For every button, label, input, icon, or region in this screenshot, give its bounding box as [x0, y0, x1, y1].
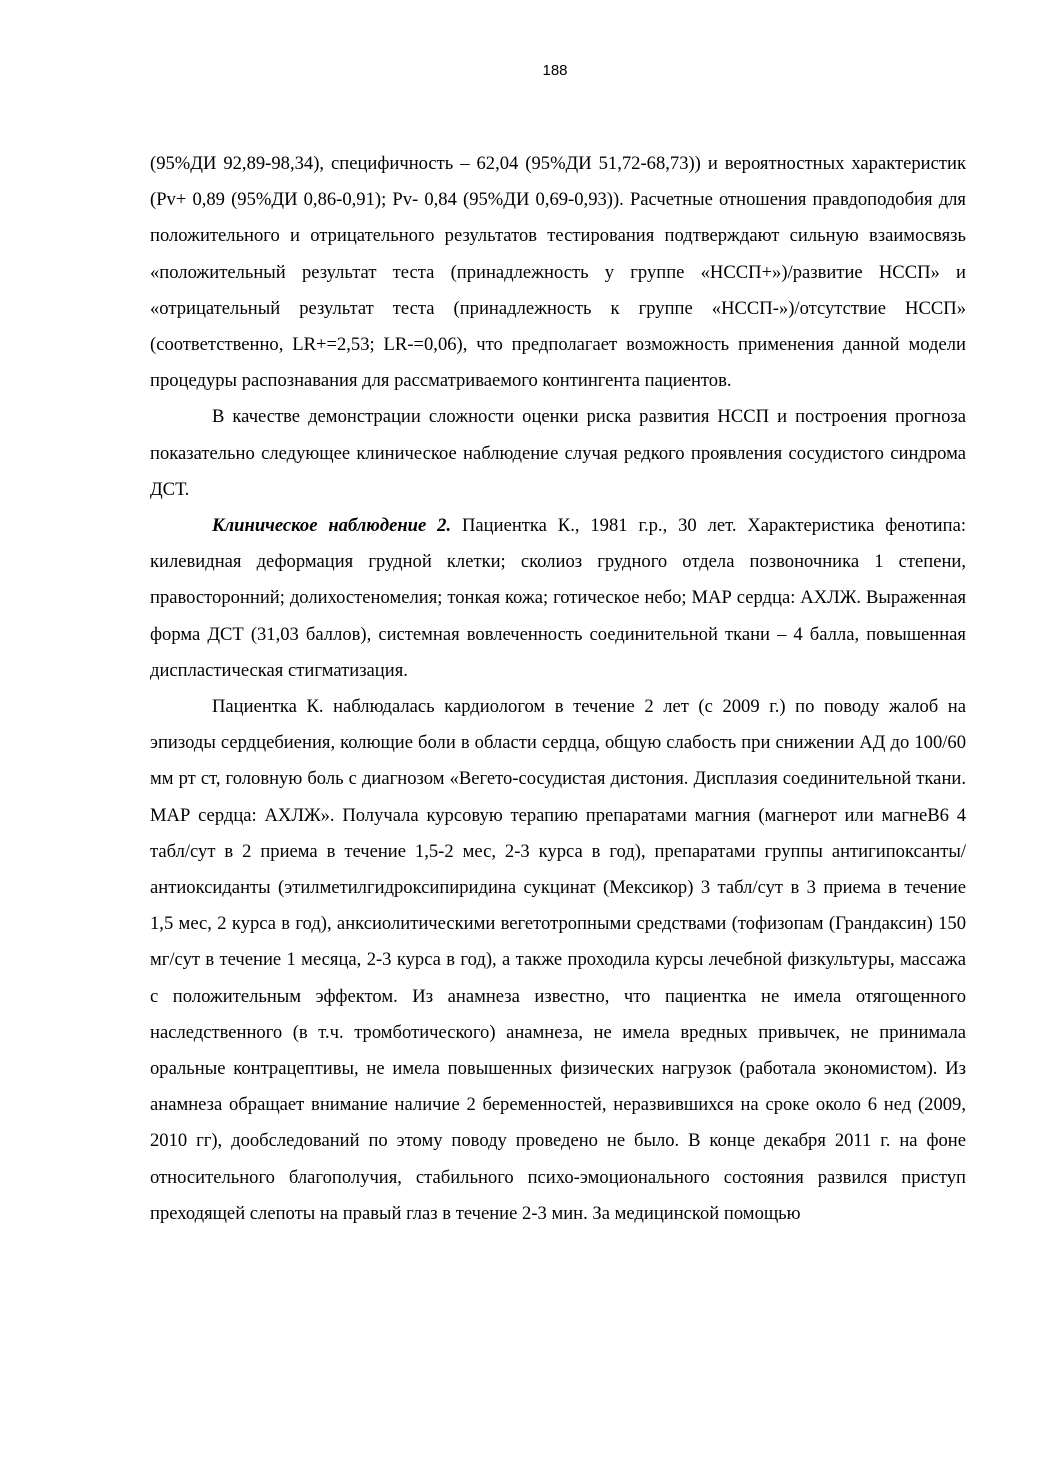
clinical-case-phenotype-text: Пациентка К., 1981 г.р., 30 лет. Характеристика фенотипа: килевидная деформация грудной клетки; сколиоз грудного отдела позвоночника 1 степени, правосторонний; долихостеномелия; тонкая кожа; готическое небо; МАР сердца: АХЛЖ. Выраженная форма ДСТ (31,03 баллов), системная вовлеченность соединительной ткани – 4 балла, повышенная диспластическая стигматизация. [150, 515, 966, 681]
page-body [150, 146, 966, 1232]
paragraph-clinical-case-2 [150, 508, 966, 689]
paragraph-demonstration-intro: В качестве демонстрации сложности оценки риска развития НССП и построения прогноза показательно следующее клиническое наблюдение случая редкого проявления сосудистого синдрома ДСТ. [150, 406, 966, 500]
paragraph-patient-history: Пациентка К. наблюдалась кардиологом в течение 2 лет (с 2009 г.) по поводу жалоб на эпизоды сердцебиения, колющие боли в области сердца, общую слабость при снижении АД до 100/60 мм рт ст, головную боль с диагнозом «Вегето-сосудистая дистония. Дисплазия соединительной ткани. МАР сердца: АХЛЖ». Получала курсовую терапию препаратами магния (магнерот или магнеВ6 4 табл/сут в 2 приема в течение 1,5-2 мес, 2-3 курса в год), препаратами группы антигипоксанты/антиоксиданты (этилметилгидроксипиридина сукцинат (Мексикор) 3 табл/сут в 3 приема в течение 1,5 мес, 2 курса в год), анксиолитическими вегетотропными средствами (тофизопам (Грандаксин) 150 мг/сут в течение 1 месяца, 2-3 курса в год), а также проходила курсы лечебной физкультуры, массажа с положительным эффектом. Из анамнеза известно, что пациентка не имела отягощенного наследственного (в т.ч. тромботического) анамнеза, не имела вредных привычек, не принимала оральные контрацептивы, не имела повышенных физических нагрузок (работала экономистом). Из анамнеза обращает внимание наличие 2 беременностей, неразвившихся на сроке около 6 нед (2009, 2010 гг), дообследований по этому поводу проведено не было. В конце декабря 2011 г. на фоне относительного благополучия, стабильного психо-эмоционального состояния развился приступ преходящей слепоты на правый глаз в течение 2-3 мин. За медицинской помощью [150, 696, 966, 1224]
clinical-case-heading: Клиническое наблюдение 2. [212, 515, 452, 537]
paragraph-statistics-continuation: (95%ДИ 92,89-98,34), специфичность – 62,04 (95%ДИ 51,72-68,73)) и вероятностных характеристик (Pv+ 0,89 (95%ДИ 0,86-0,91); Pv- 0,84 (95%ДИ 0,69-0,93)). Расчетные отношения правдоподобия для положительного и отрицательного результатов тестирования подтверждают сильную взаимосвязь «положительный результат теста (принадлежность у группе «НССП+»)/развитие НССП» и «отрицательный результат теста (принадлежность к группе «НССП-»)/отсутствие НССП» (соответственно, LR+=2,53; LR-=0,06), что предполагает возможность применения данной модели процедуры распознавания для рассматриваемого контингента пациентов. [150, 153, 966, 392]
page-number: 188 [542, 62, 568, 79]
